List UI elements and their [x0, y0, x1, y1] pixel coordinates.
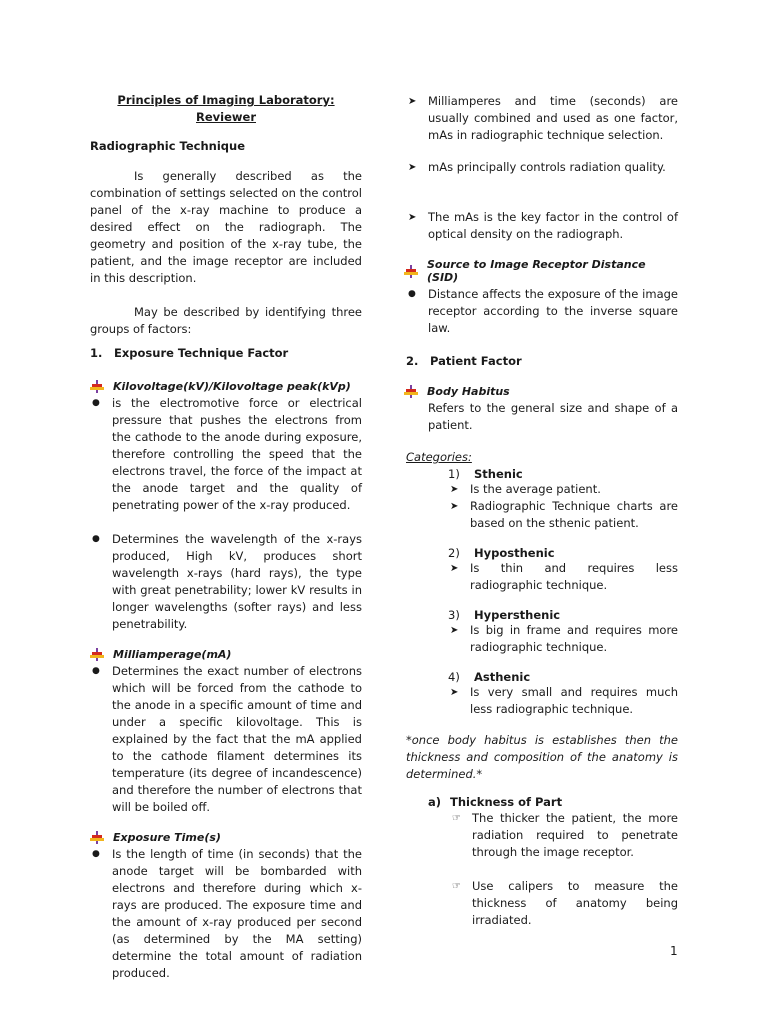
category-item-text: Is very small and requires much less radiographic technique.	[470, 685, 678, 716]
thickness-item	[450, 810, 678, 861]
arrowhead-icon: ➤	[408, 96, 417, 107]
body-habitus-heading	[404, 385, 678, 398]
page-number: 1	[670, 944, 678, 958]
pushpin-icon	[404, 265, 418, 278]
categories-title: Categories:	[406, 450, 472, 464]
category-item-text: Is thin and requires less radiographic technique.	[470, 561, 678, 592]
ma-heading-label: Milliamperage(mA)	[113, 648, 232, 661]
category-sthenic	[406, 467, 678, 532]
category-item-text: Is the average patient.	[470, 482, 601, 496]
category-item	[448, 498, 678, 532]
arrow-item-3	[406, 209, 678, 243]
arrowhead-icon: ➤	[450, 625, 459, 636]
factor-1-label: Exposure Technique Factor	[114, 346, 289, 360]
bullet-dot: ●	[408, 289, 416, 299]
category-heading	[448, 670, 678, 684]
habitus-note: *once body habitus is establishes then the thickness and composition of the anatomy is determined.*	[406, 733, 678, 781]
pushpin-icon	[90, 380, 104, 393]
bullet-dot: ●	[92, 398, 100, 408]
right-column	[406, 93, 678, 929]
thickness-label: Thickness of Part	[450, 795, 563, 809]
category-item	[448, 481, 678, 498]
arrow-item-2-text: mAs principally controls radiation quality.	[428, 160, 666, 174]
category-asthenic	[406, 670, 678, 718]
category-name: Hypersthenic	[474, 608, 561, 622]
arrow-item-2	[406, 159, 678, 176]
factor-1-number: 1.	[90, 346, 103, 360]
document-title: Principles of Imaging Laboratory: Reviewer	[117, 93, 335, 124]
arrowhead-icon: ➤	[450, 501, 459, 512]
arrowhead-icon: ➤	[450, 563, 459, 574]
factor-2-number: 2.	[406, 354, 419, 368]
category-item	[448, 684, 678, 718]
kvp-bullet-2	[90, 531, 362, 633]
exposure-time-bullet-1-text: Is the length of time (in seconds) that the anode target will be bombarded with electrons and therefore during which x-rays are produced. The exposure time and the amount of x-ray produced per second (as determined by the MA setting) determine the total amount of radiation produced.	[112, 847, 362, 980]
section-heading: Radiographic Technique	[90, 139, 246, 153]
thickness-heading	[428, 795, 678, 809]
category-item-text: Radiographic Technique charts are based on the sthenic patient.	[470, 499, 678, 530]
bullet-dot: ●	[92, 534, 100, 544]
arrowhead-icon: ➤	[450, 484, 459, 495]
category-hyposthenic	[406, 546, 678, 594]
factor-2-label: Patient Factor	[430, 354, 522, 368]
category-name: Sthenic	[474, 467, 523, 481]
kvp-bullet-1-text: is the electromotive force or electrical pressure that pushes the electrons from the cathode to the anode during exposure, therefore controlling the speed that the electrons travel, the force of the impact at the anode target and the quality of penetrating power of the x-ray produced.	[112, 396, 362, 512]
sid-bullet-1-text: Distance affects the exposure of the image receptor according to the inverse square law.	[428, 287, 678, 335]
arrowhead-icon: ➤	[408, 162, 417, 173]
category-item	[448, 560, 678, 594]
category-heading	[448, 546, 678, 560]
thickness-item-text: The thicker the patient, the more radiation required to penetrate through the image receptor.	[472, 811, 678, 859]
arrowhead-icon: ➤	[408, 212, 417, 223]
pushpin-icon	[90, 831, 104, 844]
kvp-bullet-1	[90, 395, 362, 514]
category-item	[448, 622, 678, 656]
category-name: Hyposthenic	[474, 546, 555, 560]
pushpin-icon	[90, 648, 104, 661]
sid-heading-label: Source to Image Receptor Distance (SID)	[427, 258, 646, 284]
category-heading	[448, 467, 678, 481]
category-item-text: Is big in frame and requires more radiographic technique.	[470, 623, 678, 654]
arrow-item-1	[406, 93, 678, 144]
pointing-hand-icon: ☞	[452, 881, 461, 892]
bullet-dot: ●	[92, 849, 100, 859]
pointing-hand-icon: ☞	[452, 813, 461, 824]
factor-1-heading	[90, 346, 362, 360]
exposure-time-bullet-1	[90, 846, 362, 982]
kvp-heading	[90, 380, 362, 393]
bullet-dot: ●	[92, 666, 100, 676]
sid-bullet-1	[406, 286, 678, 337]
kvp-bullet-2-text: Determines the wavelength of the x-rays produced, High kV, produces short wavelength x-rays (hard rays), the type with great penetrability; lower kV results in longer wavelengths (softer rays) and less penetrability.	[112, 532, 362, 631]
thickness-letter: a)	[428, 795, 442, 809]
ma-bullet-1	[90, 663, 362, 816]
exposure-time-heading	[90, 831, 362, 844]
groups-paragraph: May be described by identifying three groups of factors:	[90, 305, 362, 336]
factor-2-heading	[406, 354, 678, 368]
category-hypersthenic	[406, 608, 678, 656]
category-number: 2)	[448, 546, 460, 560]
arrow-item-1-text: Milliamperes and time (seconds) are usually combined and used as one factor, mAs in radiographic technique selection.	[428, 94, 678, 142]
exposure-time-heading-label: Exposure Time(s)	[113, 831, 221, 844]
category-number: 3)	[448, 608, 460, 622]
arrow-item-3-text: The mAs is the key factor in the control of optical density on the radiograph.	[428, 210, 678, 241]
thickness-item-text: Use calipers to measure the thickness of anatomy being irradiated.	[472, 879, 678, 927]
category-number: 1)	[448, 467, 460, 481]
category-heading	[448, 608, 678, 622]
sid-heading	[404, 258, 678, 284]
kvp-heading-label: Kilovoltage(kV)/Kilovoltage peak(kVp)	[113, 380, 351, 393]
body-habitus-heading-label: Body Habitus	[427, 385, 510, 398]
left-column	[90, 92, 362, 982]
arrowhead-icon: ➤	[450, 687, 459, 698]
category-name: Asthenic	[474, 670, 531, 684]
thickness-item	[450, 878, 678, 929]
intro-paragraph: Is generally described as the combination of settings selected on the control panel of the x-ray machine to produce a desired effect on the radiograph. The geometry and position of the x-ray tube, the patient, and the image receptor are included in this description.	[90, 169, 362, 285]
ma-heading	[90, 648, 362, 661]
body-habitus-text: Refers to the general size and shape of a patient.	[428, 401, 678, 432]
category-number: 4)	[448, 670, 460, 684]
pushpin-icon	[404, 385, 418, 398]
ma-bullet-1-text: Determines the exact number of electrons which will be forced from the cathode to the anode in a specific amount of time and under a specific kilovoltage. This is explained by the fact that the mA applied to the cathode filament determines its temperature (its degree of incandescence) and therefore the number of electrons that will be boiled off.	[112, 664, 362, 814]
